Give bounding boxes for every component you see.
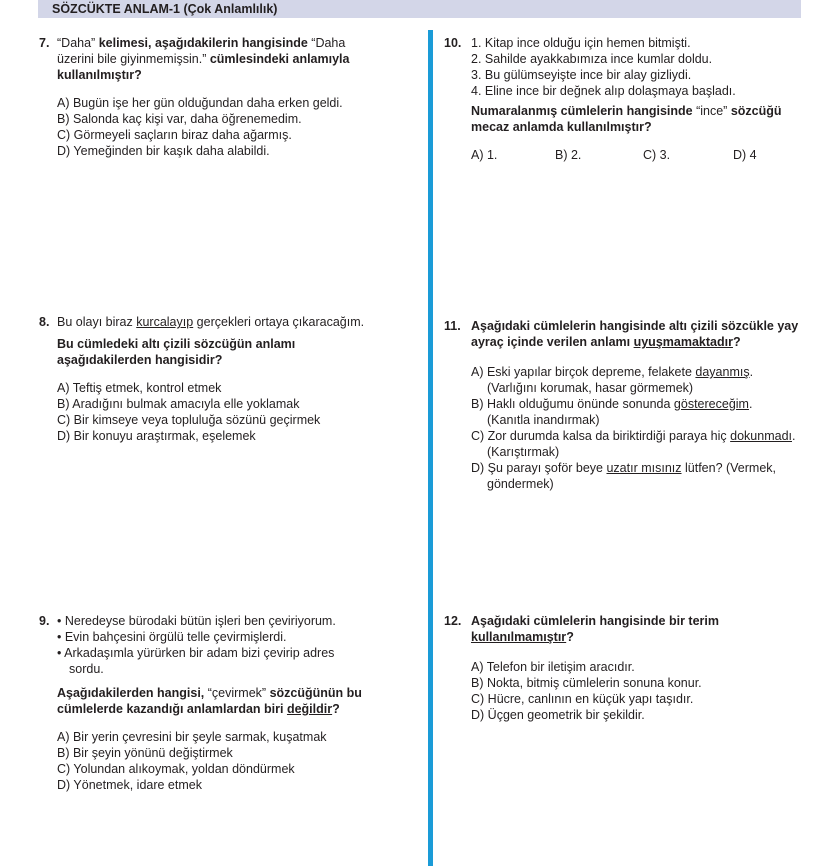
numbered-sentence: 1. Kitap ince olduğu için hemen bitmişti. (471, 36, 691, 50)
option-a[interactable]: A) Bir yerin çevresini bir şeyle sarmak, kuşatmak (57, 730, 327, 744)
option-a[interactable]: A) Telefon bir iletişim aracıdır. (471, 660, 635, 674)
option-a[interactable]: A) Eski yapılar birçok depreme, felakete dayanmış. (Varlığını korumak, hasar görmemek) (471, 365, 754, 395)
option-b[interactable]: B) 2. (555, 148, 582, 162)
option-c[interactable]: C) Zor durumda kalsa da biriktirdiği paraya hiç dokunmadı. (Karıştırmak) (471, 429, 796, 459)
question-stem: Numaralanmış cümlelerin hangisinde “ince” sözcüğü mecaz anlamda kullanılmıştır? (471, 104, 782, 134)
question-number: 10. (444, 36, 462, 50)
question-number: 8. (39, 315, 50, 329)
option-b[interactable]: B) Salonda kaç kişi var, daha öğrenemedim. (57, 112, 302, 126)
option-b[interactable]: B) Haklı olduğumu önünde sonunda göstereceğim. (Kanıtla inandırmak) (471, 397, 753, 427)
numbered-sentence: 2. Sahilde ayakkabımıza ince kumlar doldu. (471, 52, 713, 66)
option-c[interactable]: C) Bir kimseye veya topluluğa sözünü geçirmek (57, 413, 321, 427)
option-b[interactable]: B) Nokta, bitmiş cümlelerin sonuna konur. (471, 676, 702, 690)
question-stem: Aşağıdakilerden hangisi, “çevirmek” sözcüğünün bu cümlelerde kazandığı anlamlardan biri değildir? (57, 686, 362, 716)
numbered-sentence: 4. Eline ince bir değnek alıp dolaşmaya başladı. (471, 84, 736, 98)
question-stem: Bu cümledeki altı çizili sözcüğün anlamı aşağıdakilerden hangisidir? (57, 337, 296, 367)
question-number: 12. (444, 614, 462, 628)
question-sentence: Bu olayı biraz kurcalayıp gerçekleri ortaya çıkaracağım. (57, 315, 365, 329)
option-d[interactable]: D) Bir konuyu araştırmak, eşelemek (57, 429, 256, 443)
option-c[interactable]: C) 3. (643, 148, 671, 162)
option-d[interactable]: D) Üçgen geometrik bir şekildir. (471, 708, 645, 722)
question-number: 11. (444, 319, 461, 333)
option-a[interactable]: A) Bugün işe her gün olduğundan daha erken geldi. (57, 96, 343, 110)
sentence-bullet: • Evin bahçesini örgülü telle çevirmişlerdi. (57, 630, 287, 644)
option-c[interactable]: C) Hücre, canlının en küçük yapı taşıdır. (471, 692, 694, 706)
option-b[interactable]: B) Aradığını bulmak amacıyla elle yoklamak (57, 397, 300, 411)
worksheet-title: SÖZCÜKTE ANLAM-1 (Çok Anlamlılık) (52, 2, 278, 16)
worksheet-header (38, 0, 801, 18)
sentence-bullet: • Neredeyse bürodaki bütün işleri ben çeviriyorum. (57, 614, 336, 628)
question-stem: Aşağıdaki cümlelerin hangisinde altı çizili sözcükle yay ayraç içinde verilen anlamı uyuşmamaktadır? (471, 319, 799, 349)
option-c[interactable]: C) Yolundan alıkoymak, yoldan döndürmek (57, 762, 295, 776)
option-d[interactable]: D) Şu parayı şoför beye uzatır mısınız lütfen? (Vermek, göndermek) (471, 461, 777, 491)
option-d[interactable]: D) Yönetmek, idare etmek (57, 778, 202, 792)
question-number: 7. (39, 36, 50, 50)
option-d[interactable]: D) Yemeğinden bir kaşık daha alabildi. (57, 144, 270, 158)
option-d[interactable]: D) 4 (733, 148, 757, 162)
question-stem: “Daha” kelimesi, aşağıdakilerin hangisinde “Daha üzerini bile giyinmemişsin.” cümlesindeki anlamıyla kullanılmıştır? (57, 36, 350, 82)
question-number: 9. (39, 614, 50, 628)
question-stem: Aşağıdaki cümlelerin hangisinde bir terim kullanılmamıştır? (471, 614, 719, 644)
option-c[interactable]: C) Görmeyeli saçların biraz daha ağarmış. (57, 128, 292, 142)
column-divider (428, 30, 433, 866)
option-b[interactable]: B) Bir şeyin yönünü değiştirmek (57, 746, 233, 760)
underlined-word: kurcalayıp (136, 315, 194, 329)
numbered-sentence: 3. Bu gülümseyişte ince bir alay gizliydi. (471, 68, 692, 82)
option-a[interactable]: A) 1. (471, 148, 498, 162)
option-a[interactable]: A) Teftiş etmek, kontrol etmek (57, 381, 222, 395)
options-row (471, 147, 794, 163)
sentence-bullet: • Arkadaşımla yürürken bir adam bizi çevirip adres sordu. (57, 646, 335, 676)
